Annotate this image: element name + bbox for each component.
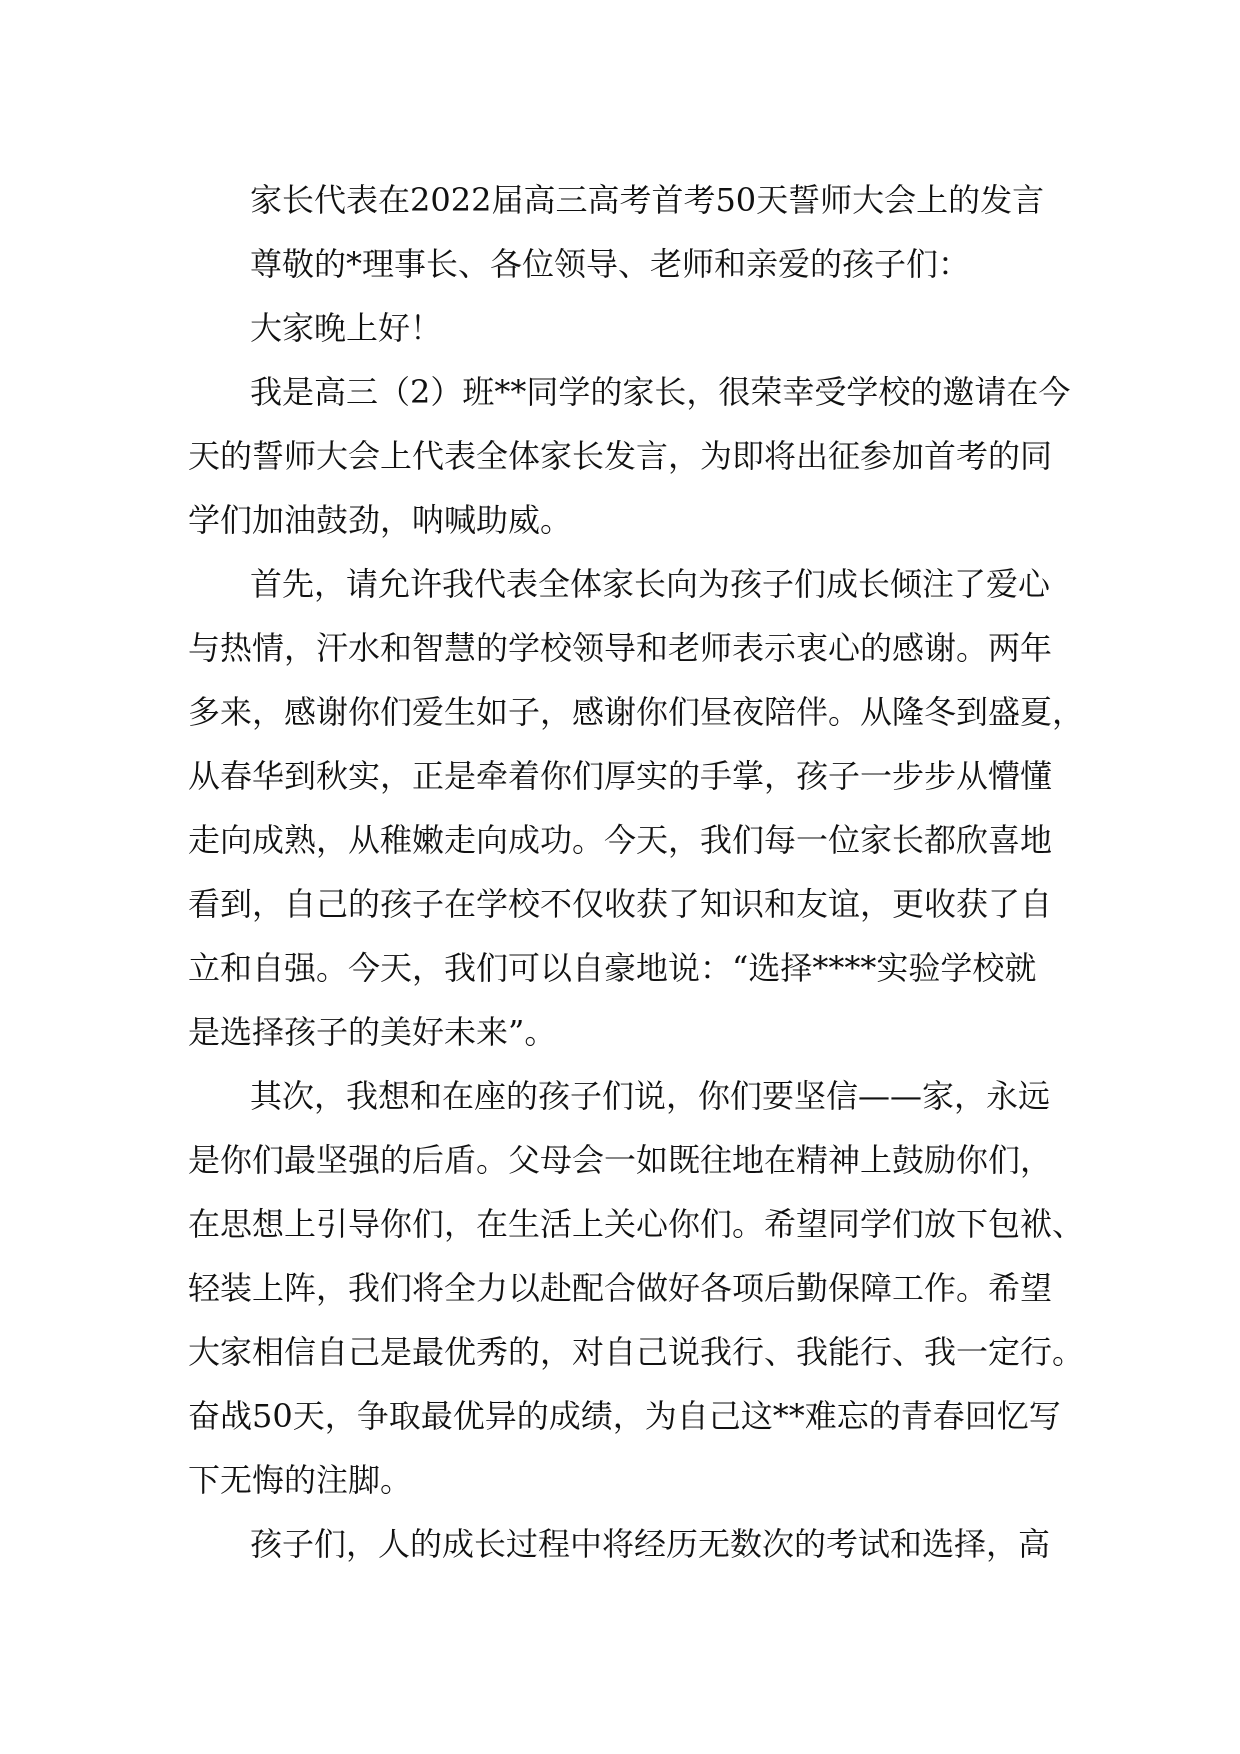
paragraph-4 (188, 1512, 1068, 1576)
salutation: 尊敬的*理事长、各位领导、老师和亲爱的孩子们： (250, 245, 971, 283)
paragraph-line: 多来，感谢你们爱生如子，感谢你们昼夜陪伴。从隆冬到盛夏， (188, 693, 1085, 731)
paragraph-line: 首先，请允许我代表全体家长向为孩子们成长倾注了爱心 (250, 565, 1051, 603)
paragraph-line: 是选择孩子的美好未来”。 (188, 1013, 557, 1051)
paragraph-line: 是你们最坚强的后盾。父母会一如既往地在精神上鼓励你们， (188, 1141, 1053, 1179)
paragraph-line: 孩子们，人的成长过程中将经历无数次的考试和选择，高 (250, 1525, 1051, 1563)
paragraph-line: 奋战50天，争取最优异的成绩，为自己这**难忘的青春回忆写 (188, 1397, 1061, 1435)
paragraph-line: 我是高三（2）班**同学的家长，很荣幸受学校的邀请在今 (250, 373, 1071, 411)
greeting: 大家晚上好！ (250, 309, 443, 347)
paragraph-line: 大家相信自己是最优秀的，对自己说我行、我能行、我一定行。 (188, 1333, 1085, 1371)
paragraph-1 (188, 360, 1071, 552)
paragraph-line: 立和自强。今天，我们可以自豪地说：“选择****实验学校就 (188, 949, 1037, 987)
paragraph-line: 在思想上引导你们，在生活上关心你们。希望同学们放下包袱、 (188, 1205, 1085, 1243)
paragraph-line: 下无悔的注脚。 (188, 1461, 413, 1499)
paragraph-line: 从春华到秋实，正是牵着你们厚实的手掌，孩子一步步从懵懂 (188, 757, 1053, 795)
paragraph-line: 与热情，汗水和智慧的学校领导和老师表示衷心的感谢。两年 (188, 629, 1053, 667)
paragraph-line: 其次，我想和在座的孩子们说，你们要坚信——家，永远 (250, 1077, 1051, 1115)
paragraph-3 (188, 1064, 1085, 1512)
paragraph-line: 走向成熟，从稚嫩走向成功。今天，我们每一位家长都欣喜地 (188, 821, 1053, 859)
paragraph-line: 天的誓师大会上代表全体家长发言，为即将出征参加首考的同 (188, 437, 1053, 475)
document-body (188, 168, 1085, 1576)
paragraph-2 (188, 552, 1085, 1064)
paragraph-line: 看到，自己的孩子在学校不仅收获了知识和友谊，更收获了自 (188, 885, 1053, 923)
paragraph-line: 轻装上阵，我们将全力以赴配合做好各项后勤保障工作。希望 (188, 1269, 1053, 1307)
paragraph-line: 学们加油鼓劲，呐喊助威。 (188, 501, 573, 539)
document-title: 家长代表在2022届高三高考首考50天誓师大会上的发言 (250, 181, 1045, 219)
